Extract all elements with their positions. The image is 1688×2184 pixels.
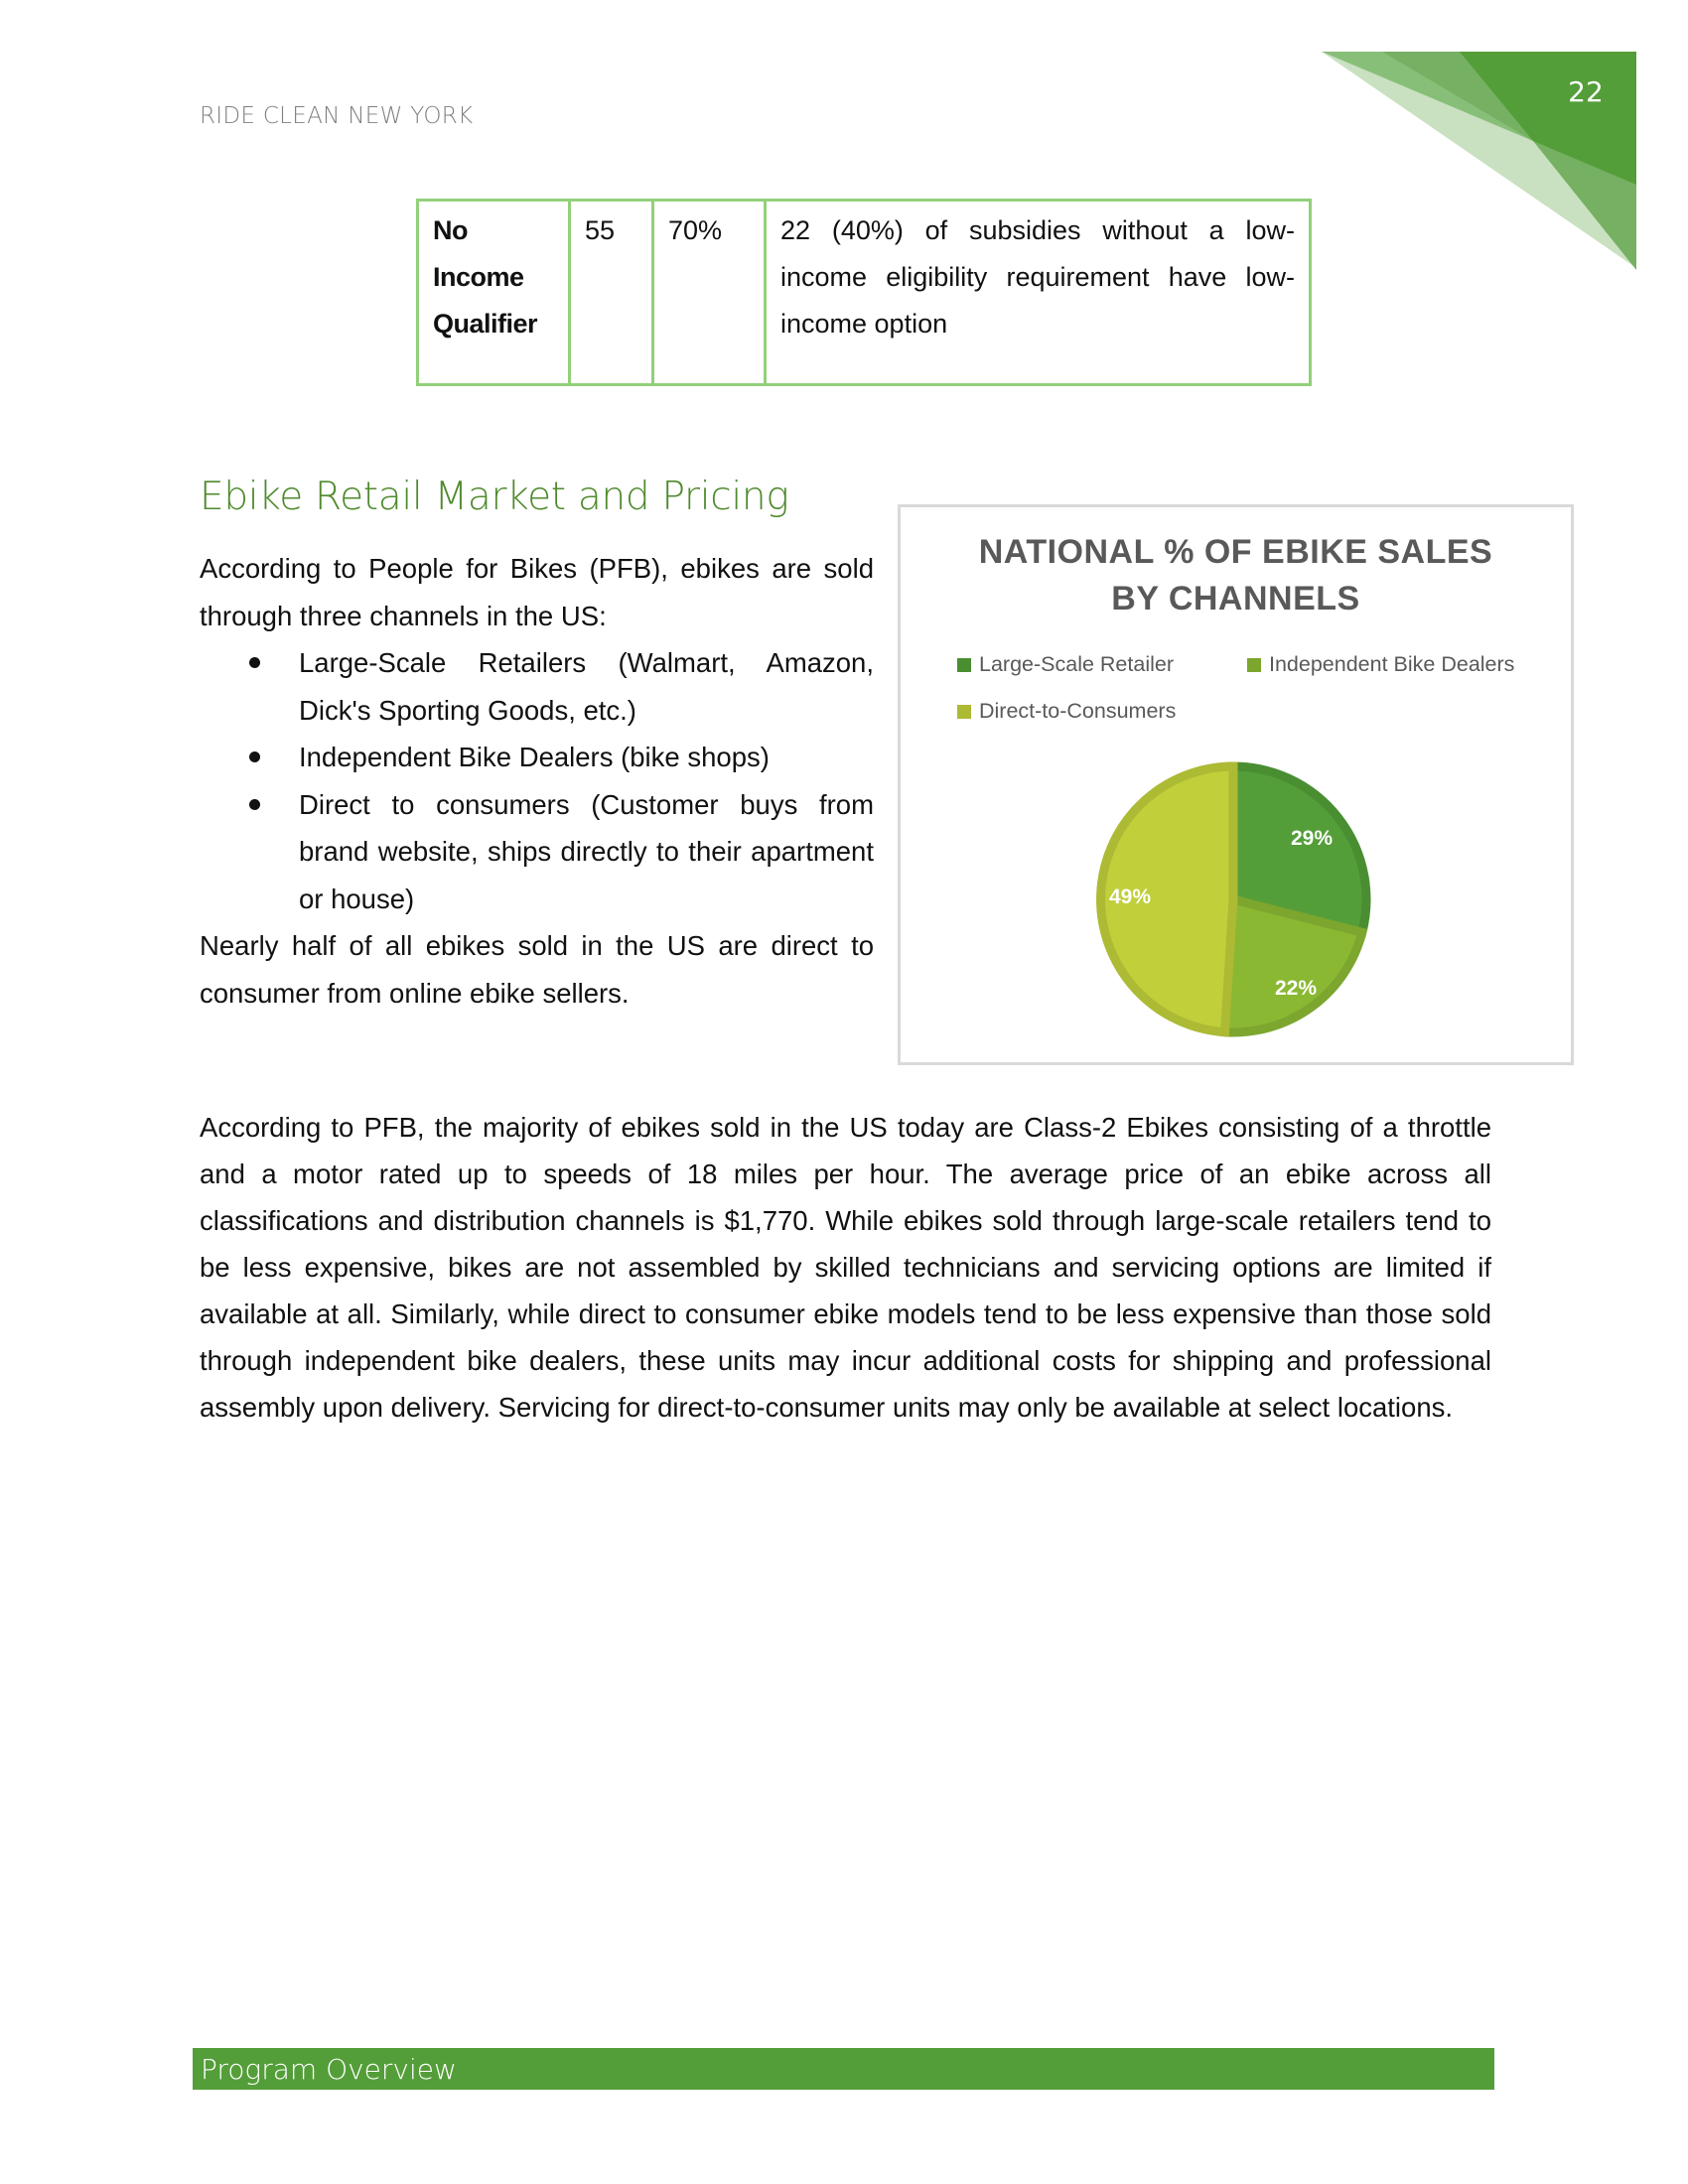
list-item xyxy=(200,781,874,923)
pie-graphic xyxy=(901,507,1577,1068)
page-number: 22 xyxy=(1568,75,1604,108)
footer-label: Program Overview xyxy=(201,2053,457,2086)
channels-text xyxy=(200,545,874,1017)
table-cell-category: No Income Qualifier xyxy=(418,201,570,385)
bullet-icon xyxy=(249,799,260,810)
list-item-text: Direct to consumers (Customer buys from brand website, ships directly to their apartment or house) xyxy=(299,788,874,914)
list-item-text: Independent Bike Dealers (bike shops) xyxy=(299,742,770,772)
section-heading: Ebike Retail Market and Pricing xyxy=(200,475,789,519)
summary-paragraph: Nearly half of all ebikes sold in the US are direct to consumer from online ebike sellers. xyxy=(200,930,874,1009)
running-header: RIDE CLEAN NEW YORK xyxy=(200,103,474,129)
table-cell-percent: 70% xyxy=(653,201,766,385)
bullet-icon xyxy=(249,657,260,668)
legend-item-direct-to-consumers: Direct-to-Consumers xyxy=(957,699,1176,724)
subsidy-table xyxy=(416,199,1312,386)
pricing-paragraph: According to PFB, the majority of ebikes sold in the US today are Class-2 Ebikes consisting of a throttle and a motor rated up to speeds of 18 miles per hour. The average price of an ebike across all classifications and distribution channels is $1,770. While ebikes sold through large-scale retailers tend to be less expensive, bikes are not assembled by skilled technicians and servicing options are limited if available at all. Similarly, while direct to consumer ebike models tend to be less expensive than those sold through independent bike dealers, these units may incur additional costs for shipping and professional assembly upon delivery. Servicing for direct-to-consumer units may only be available at select locations. xyxy=(200,1112,1491,1423)
bullet-icon xyxy=(249,751,260,762)
legend-item-independent-bike-dealers: Independent Bike Dealers xyxy=(1247,652,1514,677)
pie-chart xyxy=(898,504,1574,1065)
list-item xyxy=(200,734,874,781)
footer-bar xyxy=(193,2048,1494,2090)
chart-title: NATIONAL % OF EBIKE SALES BY CHANNELS xyxy=(978,533,1493,617)
intro-paragraph: According to People for Bikes (PFB), ebikes are sold through three channels in the US: xyxy=(200,553,874,631)
table-cell-note: 22 (40%) of subsidies without a low-income eligibility requirement have low-income option xyxy=(766,201,1311,385)
list-item xyxy=(200,639,874,734)
table-cell-count: 55 xyxy=(570,201,653,385)
pie-label-large-scale-retailer: 29% xyxy=(1291,827,1334,850)
list-item-text: Large-Scale Retailers (Walmart, Amazon, Dick's Sporting Goods, etc.) xyxy=(299,647,874,726)
pie-label-independent-bike-dealers: 22% xyxy=(1275,977,1318,1000)
pie-label-direct-to-consumers: 49% xyxy=(1109,886,1152,908)
table-row xyxy=(418,201,1311,385)
legend-item-large-scale-retailer: Large-Scale Retailer xyxy=(957,652,1174,677)
channels-list xyxy=(200,639,874,922)
